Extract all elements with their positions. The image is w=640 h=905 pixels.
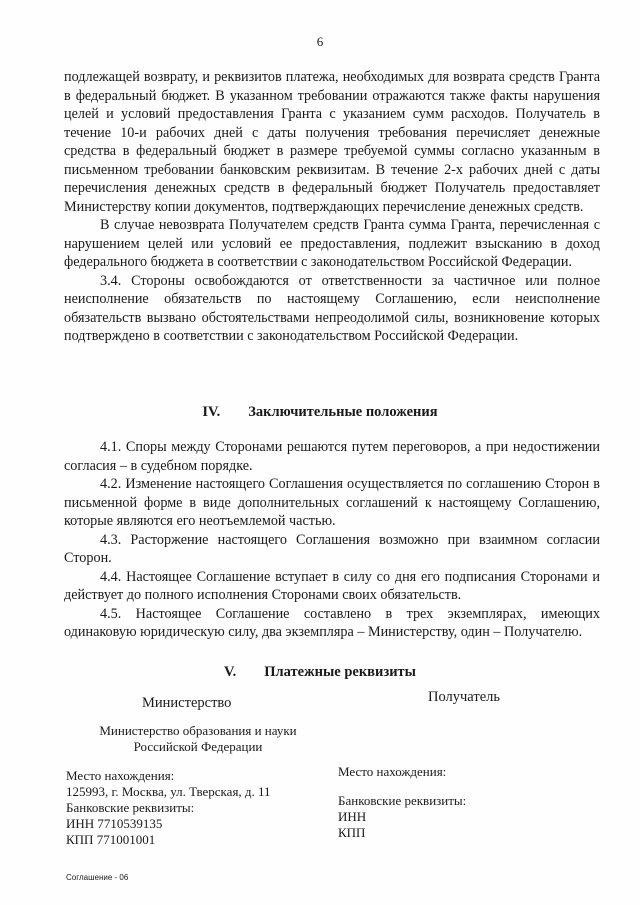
recipient-kpp: КПП [338,825,366,840]
recipient-bank-label: Банковские реквизиты: [338,793,467,808]
item-4-4: 4.4. Настоящее Соглашение вступает в силу со дня его подписания Сторонами и действует до полного исполнения Сторонами своих обязательств. [64,568,600,603]
recipient-inn: ИНН [338,809,367,824]
section-4-title: Заключительные положения [248,404,438,420]
item-4-3: 4.3. Расторжение настоящего Соглашения возможно при взаимном согласии Сторон. [64,531,600,566]
section-4-number: IV. [202,404,221,420]
section-4-heading [0,404,640,421]
ministry-details [66,768,271,848]
ministry-name [88,723,308,755]
paragraph-3-4: 3.4. Стороны освобождаются от ответственности за частичное или полное неисполнение обязательств по настоящему Соглашению, если неисполнение обязательств вызвано обстоятельствами непреодолимой силы, возникновение которых подтверждено в соответствии с законодательством Российской Федерации. [64,272,600,344]
paragraph-nonreturn: В случае невозврата Получателем средств Гранта сумма Гранта, перечисленная с нарушением целей или условий ее предоставления, подлежит взысканию в доход федерального бюджета в соответствии с законодательством Российской Федерации. [64,217,600,270]
ministry-kpp: КПП 771001001 [66,832,156,847]
body-text-top [64,68,600,346]
section-4-body [64,438,600,642]
ministry-name-line2: Российской Федерации [133,739,263,754]
section-5-heading [0,664,640,681]
footer-label: Соглашение - 06 [66,873,129,882]
paragraph-continued: подлежащей возврату, и реквизитов платежа, необходимых для возврата средств Гранта в федеральный бюджет. В указанном требовании отражаются также факты нарушения целей и условий предоставления Гранта с указанием сумм расходов. Получатель в течение 10-и рабочих дней с даты получения требования перечисляет денежные средства в федеральный бюджет в размере требуемой суммы согласно указанным в письменном требовании банковским реквизитам. В течение 2-х рабочих дней с даты перечисления денежных средств в федеральный бюджет Получатель предоставляет Министерству копии документов, подтверждающих перечисление денежных средств. [64,69,600,215]
ministry-bank-label: Банковские реквизиты: [66,800,195,815]
ministry-address: 125993, г. Москва, ул. Тверская, д. 11 [66,784,271,799]
item-4-5: 4.5. Настоящее Соглашение составлено в трех экземплярах, имеющих одинаковую юридическую силу, два экземпляра – Министерству, один – Получателю. [64,605,600,640]
item-4-1: 4.1. Споры между Сторонами решаются путем переговоров, а при недостижении согласия – в судебном порядке. [64,439,600,474]
ministry-location-label: Место нахождения: [66,768,175,783]
section-5-number: V. [224,664,237,680]
item-4-2: 4.2. Изменение настоящего Соглашения осуществляется по соглашению Сторон в письменной форме в виде дополнительных соглашений к настоящему Соглашению, которые являются его неотъемлемой частью. [64,476,600,529]
ministry-name-line1: Министерство образования и науки [99,723,297,738]
recipient-location-label: Место нахождения: [338,764,447,779]
recipient-details [338,793,466,841]
ministry-heading: Министерство [142,695,232,711]
section-5-title: Платежные реквизиты [264,664,416,680]
recipient-heading: Получатель [428,689,500,705]
page-number: 6 [316,34,324,49]
ministry-inn: ИНН 7710539135 [66,816,163,831]
